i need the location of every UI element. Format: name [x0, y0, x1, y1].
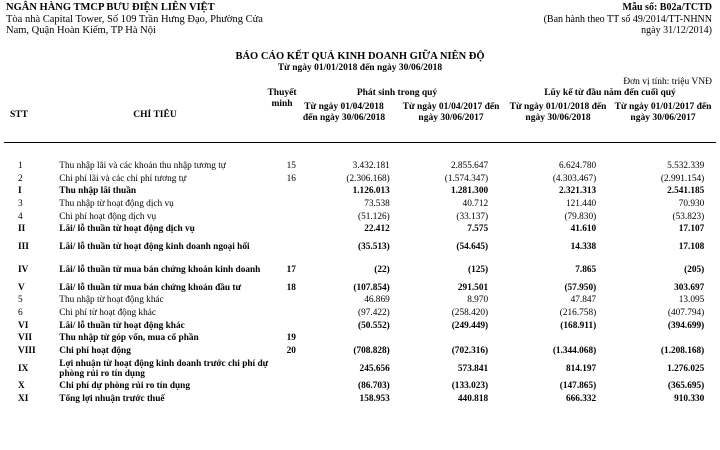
row-item: Lãi/ lỗ thuần từ hoạt động kinh doanh ngoại hối: [59, 242, 250, 253]
row-item: Lãi/ lỗ thuần từ mua bán chứng khoán kinh doanh: [59, 265, 261, 276]
row-stt: 2: [18, 173, 23, 184]
row-value-q2-2017: (258.420): [451, 308, 489, 319]
row-item: Lãi/ lỗ thuần từ mua bán chứng khoán đầu tư: [59, 282, 242, 293]
row-value-q2-2018: 3.432.181: [352, 161, 390, 172]
row-value-q2-2017: 440.818: [457, 394, 489, 405]
row-value-ytd-2017: 303.697: [674, 282, 705, 293]
row-value-ytd-2018: [488, 332, 596, 345]
table-row: [4, 210, 716, 223]
row-stt: 5: [18, 295, 23, 306]
row-value-ytd-2017: 13.095: [678, 295, 705, 306]
row-item: Tổng lợi nhuận trước thuế: [59, 394, 165, 405]
row-value-q2-2018: (708.828): [353, 345, 390, 356]
row-item: Thu nhập lãi và các khoản thu nhập tương tự: [59, 161, 226, 172]
row-value-q2-2018: 245.656: [359, 363, 390, 374]
form-code: Mẫu số: B02a/TCTD: [622, 2, 712, 13]
row-value-ytd-2017: (205): [684, 265, 705, 276]
row-stt: X: [18, 381, 25, 392]
row-item: Lãi/ lỗ thuần từ hoạt động dịch vụ: [59, 224, 195, 235]
row-note: 15: [286, 161, 296, 172]
row-value-q2-2017: (702.316): [451, 345, 489, 356]
header-rule: [4, 142, 716, 143]
row-stt: 4: [18, 211, 23, 222]
row-item: Chi phí từ hoạt động khác: [59, 308, 156, 319]
row-note: [274, 393, 309, 406]
row-note: 19: [286, 333, 296, 344]
row-note: 16: [286, 173, 296, 184]
table-row: [4, 307, 716, 320]
header-item: CHỈ TIÊU: [133, 110, 177, 120]
row-value-ytd-2018: 6.624.780: [559, 161, 597, 172]
table-row: [4, 185, 716, 198]
form-issued-line2: ngày 31/12/2014): [641, 25, 712, 36]
row-item: Thu nhập lãi thuần: [59, 186, 137, 197]
row-stt: 1: [18, 161, 23, 172]
table-row: [4, 259, 716, 282]
row-value-ytd-2018: 666.332: [565, 394, 597, 405]
row-value-q2-2018: 22.412: [364, 224, 390, 235]
row-value-q2-2017: 7.575: [467, 224, 489, 235]
table-row: [4, 294, 716, 307]
row-value-ytd-2017: (394.699): [667, 320, 705, 331]
row-value-ytd-2018: (147.865): [559, 381, 597, 392]
row-value-ytd-2018: 814.197: [565, 363, 597, 374]
row-value-q2-2018: (50.552): [358, 320, 390, 331]
table-row: [4, 319, 716, 332]
table-row: [4, 236, 716, 259]
row-stt: I: [18, 186, 22, 197]
row-value-q2-2018: (86.703): [358, 381, 390, 392]
table-row: [4, 380, 716, 393]
row-stt: II: [18, 224, 26, 235]
table-row: [4, 357, 716, 380]
row-value-ytd-2017: (365.695): [667, 381, 705, 392]
form-issued-line1: (Ban hành theo TT số 49/2014/TT-NHNN: [543, 13, 712, 25]
row-item: Lãi/ lỗ thuần từ hoạt động khác: [59, 320, 185, 331]
row-value-q2-2018: (22): [374, 265, 390, 276]
row-note: 17: [286, 265, 296, 276]
row-value-ytd-2017: 5.532.339: [667, 161, 705, 172]
row-value-q2-2018: 158.953: [359, 394, 390, 405]
row-value-ytd-2017: [596, 332, 704, 345]
table-row: [4, 198, 716, 211]
row-note: [274, 210, 309, 223]
header-col3: Từ ngày 01/01/2018 đến ngày 30/06/2018: [509, 102, 607, 123]
row-value-q2-2017: (133.023): [451, 381, 489, 392]
row-item: Chi phí hoạt động dịch vụ: [59, 211, 157, 222]
row-stt: 6: [18, 308, 23, 319]
row-note: [274, 185, 309, 198]
row-value-q2-2017: (33.137): [456, 211, 489, 222]
row-value-q2-2017: (249.449): [451, 320, 489, 331]
row-value-q2-2017: [390, 332, 488, 345]
row-note: [274, 307, 309, 320]
row-value-ytd-2018: 14.338: [570, 242, 597, 253]
row-note: [274, 223, 309, 236]
header-quarter-group: Phát sinh trong quý: [356, 88, 438, 98]
row-value-q2-2017: (1.574.347): [444, 173, 489, 184]
row-stt: IV: [18, 265, 29, 276]
row-stt: VIII: [18, 345, 36, 356]
row-note: 20: [286, 345, 296, 356]
row-value-ytd-2018: 7.865: [575, 265, 597, 276]
row-value-q2-2017: 2.855.647: [450, 161, 489, 172]
row-item: Chi phí hoạt động: [59, 345, 131, 356]
row-value-q2-2017: 573.841: [457, 363, 489, 374]
row-value-ytd-2018: (168.911): [560, 320, 597, 331]
header-col4: Từ ngày 01/01/2017 đến ngày 30/06/2017: [614, 102, 712, 123]
row-note: 18: [286, 282, 296, 293]
bank-name: NGÂN HÀNG TMCP BƯU ĐIỆN LIÊN VIỆT: [6, 2, 215, 13]
row-value-ytd-2017: (407.794): [667, 308, 705, 319]
row-value-ytd-2018: (1.344.068): [552, 345, 597, 356]
table-row: [4, 223, 716, 236]
table-row: [4, 282, 716, 295]
row-note: [274, 380, 309, 393]
table-row: [4, 345, 716, 358]
row-value-ytd-2017: (53.823): [672, 211, 705, 222]
header-stt: STT: [10, 110, 28, 120]
row-value-ytd-2018: (216.758): [559, 308, 597, 319]
row-value-q2-2018: (51.126): [358, 211, 390, 222]
bank-address-line2: Nam, Quận Hoàn Kiếm, TP Hà Nội: [6, 25, 156, 36]
row-value-q2-2018: (35.513): [358, 242, 390, 253]
row-value-q2-2017: (54.645): [456, 242, 489, 253]
row-value-q2-2017: 40.712: [462, 199, 489, 210]
report-period: Từ ngày 01/01/2018 đến ngày 30/06/2018: [277, 63, 443, 73]
row-item: Thu nhập từ góp vốn, mua cổ phần: [59, 333, 199, 344]
row-value-q2-2017: 1.281.300: [450, 186, 489, 197]
row-value-ytd-2017: 17.107: [678, 224, 705, 235]
row-value-ytd-2017: 17.108: [678, 242, 705, 253]
row-note: [274, 357, 309, 380]
row-value-q2-2018: 1.126.013: [352, 186, 390, 197]
header-col2: Từ ngày 01/04/2017 đến ngày 30/06/2017: [402, 102, 500, 123]
table-row: [4, 332, 716, 345]
row-value-ytd-2018: (79.830): [564, 211, 597, 222]
row-value-ytd-2018: (57.950): [564, 282, 597, 293]
report-title: BÁO CÁO KẾT QUẢ KINH DOANH GIỮA NIÊN ĐỘ: [235, 51, 485, 62]
row-value-q2-2018: [309, 332, 390, 345]
row-stt: V: [18, 282, 25, 293]
row-value-q2-2017: 8.970: [467, 295, 489, 306]
row-value-ytd-2017: 1.276.025: [667, 363, 705, 374]
row-note: [274, 319, 309, 332]
row-note: [274, 198, 309, 211]
bank-address-line1: Tòa nhà Capital Tower, Số 109 Trần Hưng Đạo, Phường Cửa: [6, 13, 263, 25]
row-note: [274, 294, 309, 307]
row-item: Chi phí dự phòng rủi ro tín dụng: [59, 381, 190, 392]
row-value-ytd-2017: (2.991.154): [660, 173, 705, 184]
row-value-ytd-2017: 2.541.185: [667, 186, 705, 197]
row-stt: 3: [18, 199, 23, 210]
table-row: [4, 160, 716, 173]
row-stt: IX: [18, 363, 29, 374]
row-note: [274, 236, 309, 259]
row-value-ytd-2018: 47.847: [570, 295, 597, 306]
row-item: Chi phí lãi và các chi phí tương tự: [59, 173, 187, 184]
row-value-ytd-2018: 41.610: [570, 224, 597, 235]
row-value-q2-2018: (2.306.168): [346, 173, 390, 184]
row-value-ytd-2017: (1.208.168): [660, 345, 705, 356]
row-stt: VI: [18, 320, 29, 331]
header-note: Thuyết minh: [267, 88, 297, 109]
table-row: [4, 393, 716, 406]
row-value-q2-2017: 291.501: [457, 282, 489, 293]
row-value-ytd-2018: (4.303.467): [552, 173, 597, 184]
row-value-ytd-2017: 910.330: [674, 394, 705, 405]
row-value-q2-2018: 46.869: [364, 295, 390, 306]
income-statement-table: [4, 160, 716, 405]
row-item: Thu nhập từ hoạt động dịch vụ: [59, 199, 174, 210]
row-stt: III: [18, 242, 29, 253]
row-value-q2-2017: (125): [467, 265, 489, 276]
row-item: Thu nhập từ hoạt động khác: [59, 295, 164, 306]
row-value-ytd-2017: 70.930: [678, 199, 705, 210]
row-stt: XI: [18, 394, 29, 405]
row-stt: VII: [18, 333, 32, 344]
row-value-q2-2018: (97.422): [358, 308, 390, 319]
row-value-ytd-2018: 2.321.313: [559, 186, 597, 197]
header-ytd-group: Lũy kế từ đầu năm đến cuối quý: [544, 88, 676, 98]
row-item: Lợi nhuận từ hoạt động kinh doanh trước chi phí dự phòng rủi ro tín dụng: [59, 358, 269, 379]
row-value-q2-2018: 73.538: [364, 199, 390, 210]
header-col1: Từ ngày 01/04/2018 đến ngày 30/06/2018: [302, 102, 386, 123]
row-value-ytd-2018: 121.440: [565, 199, 597, 210]
bank-header: [6, 2, 306, 37]
row-value-q2-2018: (107.854): [353, 282, 390, 293]
table-row: [4, 173, 716, 186]
report-unit: Đơn vị tính: triệu VNĐ: [623, 77, 712, 87]
form-header: [544, 2, 712, 37]
